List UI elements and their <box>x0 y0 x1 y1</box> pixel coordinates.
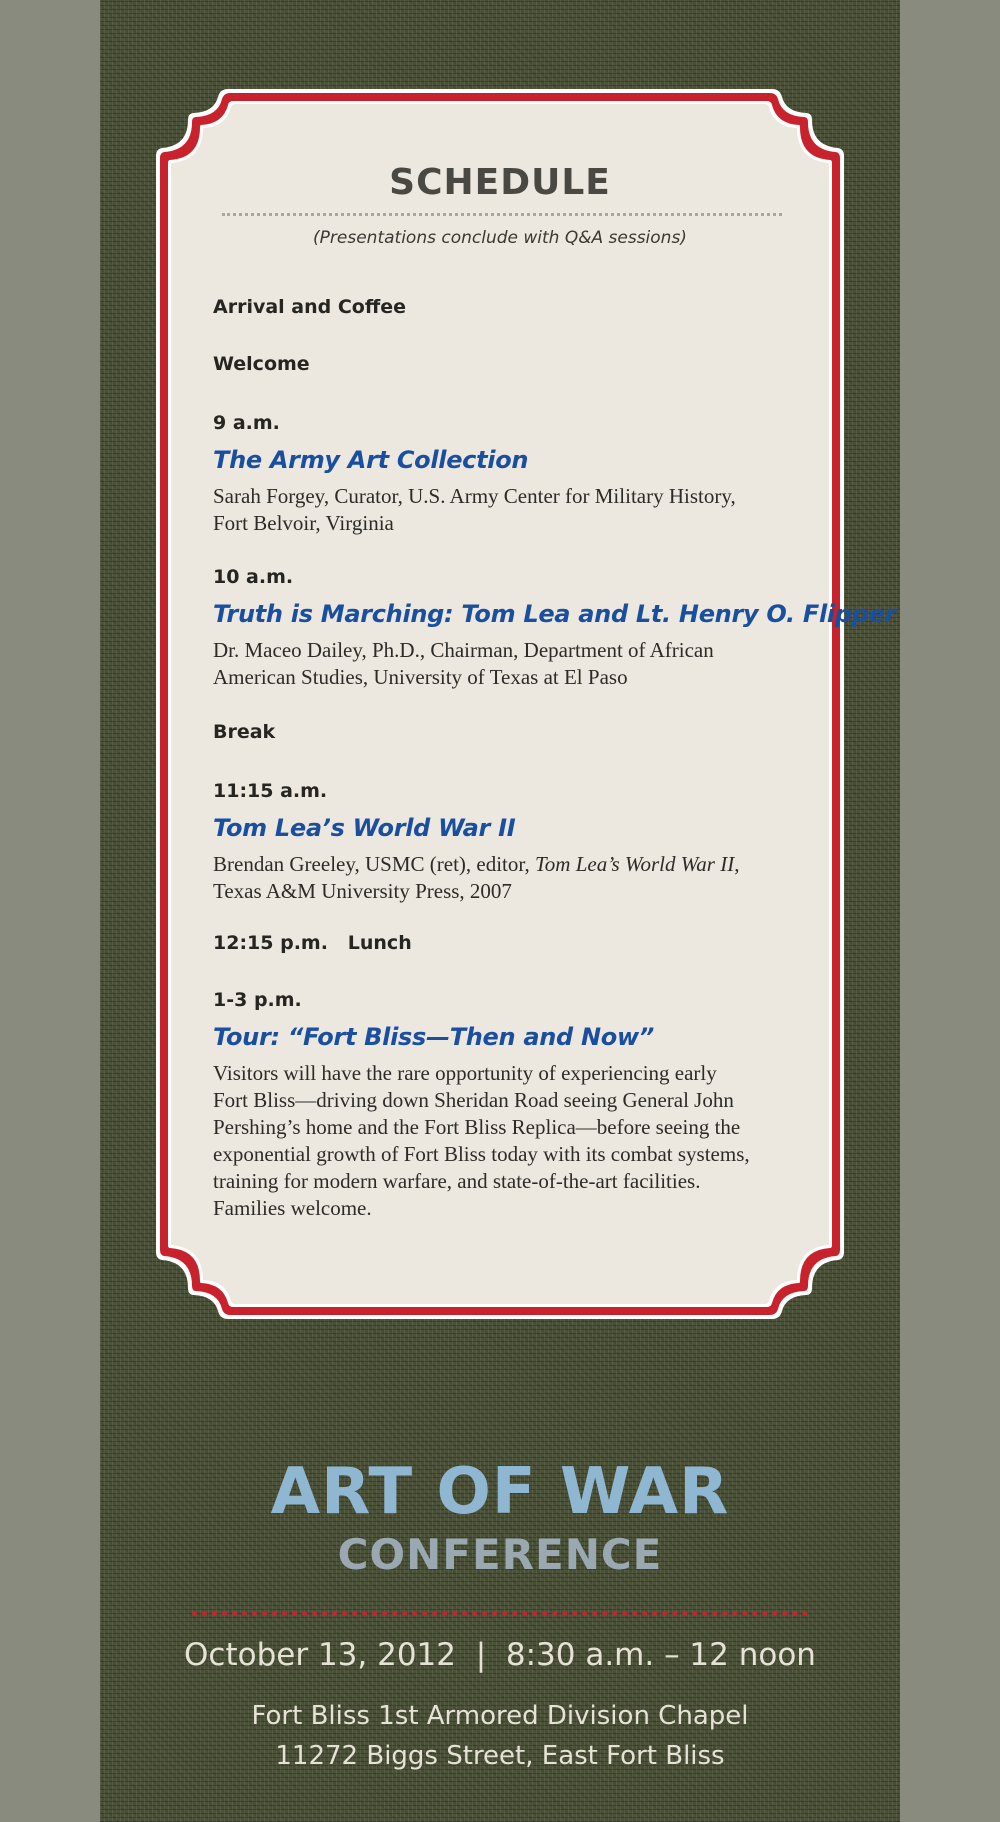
lunch-label: 12:15 p.m. Lunch <box>213 932 412 954</box>
session3-title: Tom Lea’s World War II <box>213 814 516 842</box>
session2-desc-line: American Studies, University of Texas at El Paso <box>213 665 628 689</box>
break-label: Break <box>213 721 276 743</box>
session4-title: Tour: “Fort Bliss—Then and Now” <box>213 1023 654 1051</box>
schedule-heading: SCHEDULE <box>389 162 611 203</box>
session1-title: The Army Art Collection <box>213 446 529 474</box>
session1-description <box>213 483 793 537</box>
welcome-label: Welcome <box>213 353 310 375</box>
session2-description <box>213 637 793 691</box>
event-subtitle: CONFERENCE <box>337 1530 663 1579</box>
session3-description <box>213 851 793 905</box>
session4-time: 1-3 p.m. <box>213 989 302 1011</box>
event-date-time: October 13, 2012 | 8:30 a.m. – 12 noon <box>184 1637 816 1673</box>
session1-desc-line: Sarah Forgey, Curator, U.S. Army Center for Military History, <box>213 484 736 508</box>
session4-description <box>213 1060 793 1222</box>
session4-desc-line: Families welcome. <box>213 1196 372 1220</box>
session4-desc-line: Pershing’s home and the Fort Bliss Replica—before seeing the <box>213 1115 741 1139</box>
session1-time: 9 a.m. <box>213 412 280 434</box>
session3-book-title: Tom Lea’s World War II <box>535 852 735 876</box>
session2-time: 10 a.m. <box>213 566 294 588</box>
session3-desc-text: Brendan Greeley, USMC (ret), editor, <box>213 852 536 876</box>
session2-desc-line: Dr. Maceo Dailey, Ph.D., Chairman, Department of African <box>213 638 714 662</box>
schedule-subtitle: (Presentations conclude with Q&A sessions) <box>313 228 687 248</box>
event-venue: Fort Bliss 1st Armored Division Chapel <box>251 1701 749 1731</box>
session4-desc-line: training for modern warfare, and state-of-the-art facilities. <box>213 1169 701 1193</box>
session4-desc-line: Fort Bliss—driving down Sheridan Road seeing General John <box>213 1088 734 1112</box>
session3-time: 11:15 a.m. <box>213 780 328 802</box>
event-address: 11272 Biggs Street, East Fort Bliss <box>275 1741 725 1771</box>
session4-desc-line: Visitors will have the rare opportunity of experiencing early <box>213 1061 717 1085</box>
arrival-label: Arrival and Coffee <box>213 296 407 318</box>
event-title: ART OF WAR <box>270 1455 730 1529</box>
session4-desc-line: exponential growth of Fort Bliss today with its combat systems, <box>213 1142 750 1166</box>
session3-desc-line: Texas A&M University Press, 2007 <box>213 879 512 903</box>
session2-title: Truth is Marching: Tom Lea and Lt. Henry O. Flipper <box>213 600 897 628</box>
session1-desc-line: Fort Belvoir, Virginia <box>213 511 394 535</box>
session3-desc-line <box>213 851 793 878</box>
session3-desc-comma: , <box>734 852 740 876</box>
heading-divider <box>222 213 782 216</box>
event-divider <box>192 1611 808 1616</box>
